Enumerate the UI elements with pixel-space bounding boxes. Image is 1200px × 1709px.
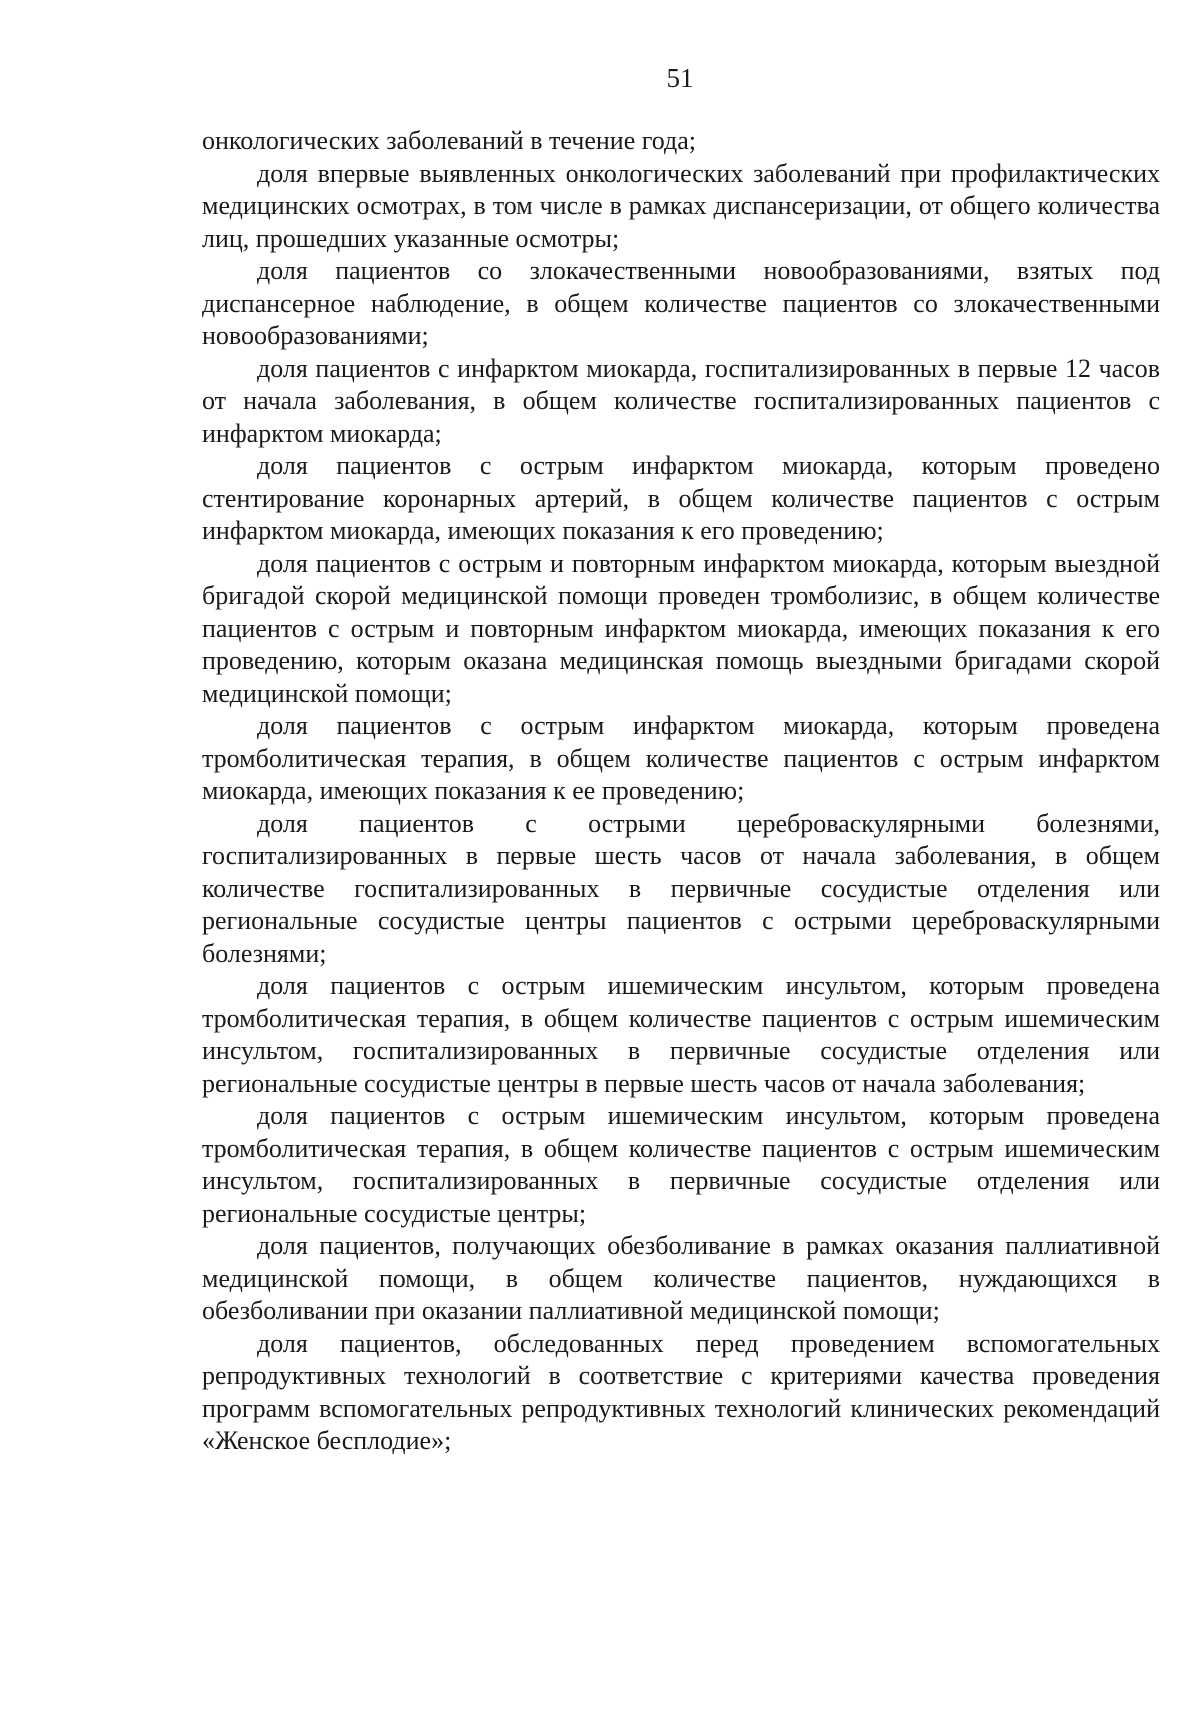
paragraph-7: доля пациентов с острым инфарктом миокарда, которым проведена тромболитическая терапия, в общем количестве пациентов с острым инфарктом миокарда, имеющих показания к ее проведению; <box>202 711 1160 805</box>
paragraph-8: доля пациентов с острыми цереброваскулярными болезнями, госпитализированных в первые шесть часов от начала заболевания, в общем количестве госпитализированных в первичные сосудистые отделения или региональные сосудистые центры пациентов с острыми цереброваскулярными болезнями; <box>202 808 1160 968</box>
paragraph-5: доля пациентов с острым инфарктом миокарда, которым проведено стентирование коронарных артерий, в общем количестве пациентов с острым инфарктом миокарда, имеющих показания к его проведению; <box>202 451 1160 545</box>
paragraph-4: доля пациентов с инфарктом миокарда, госпитализированных в первые 12 часов от начала заболевания, в общем количестве госпитализированных пациентов с инфарктом миокарда; <box>202 353 1160 448</box>
paragraph-12: доля пациентов, обследованных перед проведением вспомогательных репродуктивных технологий в соответствие с критериями качества проведения программ вспомогательных репродуктивных технологий клинических рекомендаций «Женское бесплодие»; <box>202 1328 1160 1455</box>
paragraph-9: доля пациентов с острым ишемическим инсультом, которым проведена тромболитическая терапия, в общем количестве пациентов с острым ишемическим инсультом, госпитализированных в первичные сосудистые отделения или региональные сосудистые центры в первые шесть часов от начала заболевания; <box>202 971 1160 1098</box>
paragraph-10: доля пациентов с острым ишемическим инсультом, которым проведена тромболитическая терапия, в общем количестве пациентов с острым ишемическим инсультом, госпитализированных в первичные сосудистые отделения или региональные сосудистые центры; <box>202 1101 1160 1228</box>
paragraph-11: доля пациентов, получающих обезболивание в рамках оказания паллиативной медицинской помощи, в общем количестве пациентов, нуждающихся в обезболивании при оказании паллиативной медицинской помощи; <box>202 1231 1160 1325</box>
paragraph-6: доля пациентов с острым и повторным инфарктом миокарда, которым выездной бригадой скорой медицинской помощи проведен тромболизис, в общем количестве пациентов с острым и повторным инфарктом миокарда, имеющих показания к его проведению, которым оказана медицинская помощь выездными бригадами скорой медицинской помощи; <box>202 548 1160 708</box>
paragraph-2: доля впервые выявленных онкологических заболеваний при профилактических медицинских осмотрах, в том числе в рамках диспансеризации, от общего количества лиц, прошедших указанные осмотры; <box>202 158 1160 253</box>
page-number: 51 <box>666 63 694 93</box>
paragraph-1: онкологических заболеваний в течение года; <box>202 126 696 155</box>
document-body <box>202 125 1160 1458</box>
paragraph-3: доля пациентов со злокачественными новообразованиями, взятых под диспансерное наблюдение, в общем количестве пациентов со злокачественными новообразованиями; <box>202 256 1160 350</box>
